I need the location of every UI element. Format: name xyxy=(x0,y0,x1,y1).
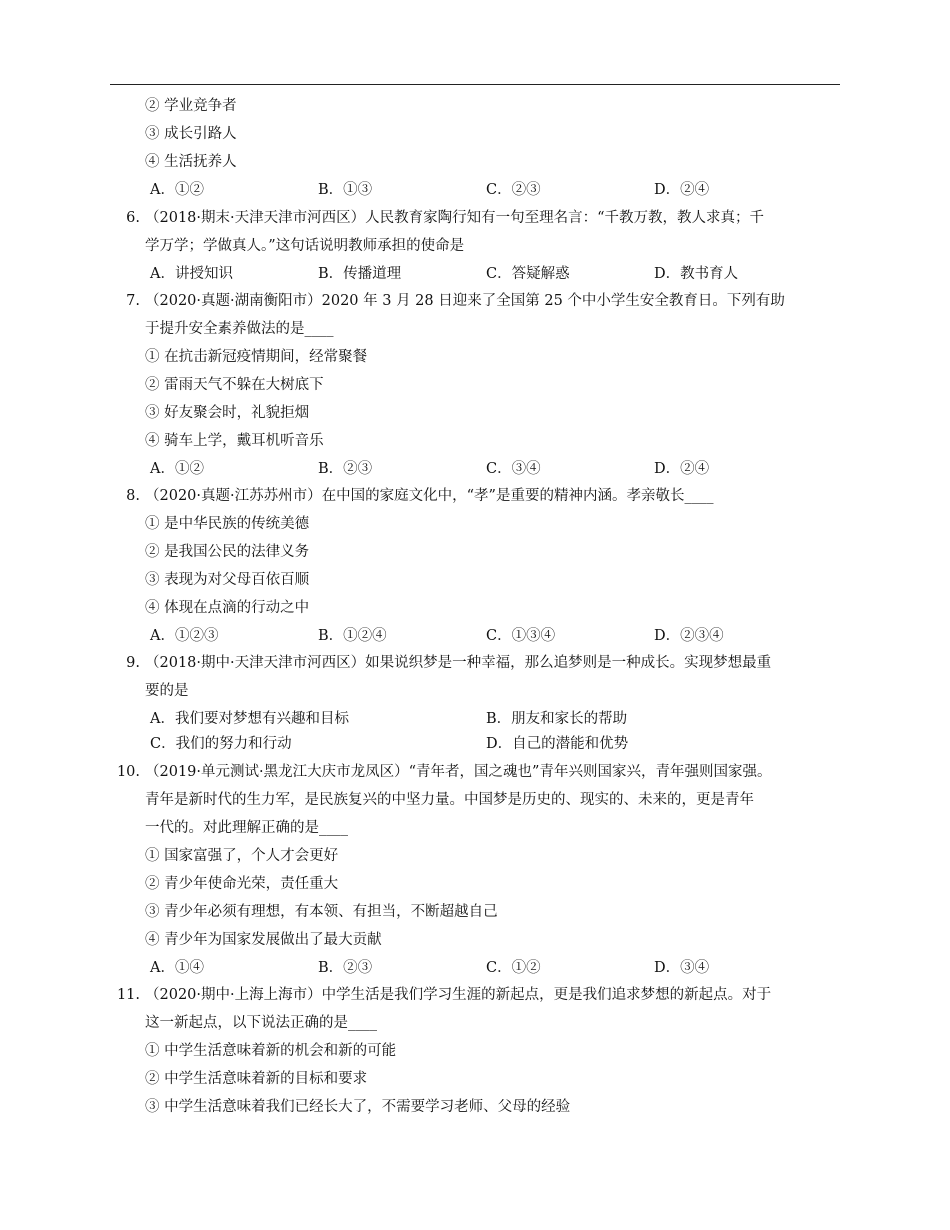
q10-option-d[interactable]: D．③④ xyxy=(654,960,710,976)
q11-item-2: ② 中学生活意味着新的目标和要求 xyxy=(145,1071,368,1087)
q6-stem-line-2: 学万学；学做真人。”这句话说明教师承担的使命是 xyxy=(145,238,465,254)
q7-item-2: ② 雷雨天气不躲在大树底下 xyxy=(145,377,324,393)
q8-option-c[interactable]: C．①③④ xyxy=(486,628,556,644)
q7-options xyxy=(150,459,840,479)
q8-option-b[interactable]: B．①②④ xyxy=(318,628,387,644)
q10-number: 10. xyxy=(116,764,140,780)
q8-item-3: ③ 表现为对父母百依百顺 xyxy=(145,572,310,588)
q10-item-4: ④ 青少年为国家发展做出了最大贡献 xyxy=(145,932,382,948)
q5-option-c[interactable]: C．②③ xyxy=(486,182,541,198)
q10-stem-line-2: 青年是新时代的生力军，是民族复兴的中坚力量。中国梦是历史的、现实的、未来的，更是青年 xyxy=(145,792,754,808)
q11-item-1: ① 中学生活意味着新的机会和新的可能 xyxy=(145,1043,397,1059)
q9-stem-line-2: 要的是 xyxy=(145,683,189,699)
q9-options-row-1 xyxy=(150,709,840,729)
q10-option-a[interactable]: A．①④ xyxy=(150,960,204,976)
q7-option-b[interactable]: B．②③ xyxy=(318,461,373,477)
q10-item-3: ③ 青少年必须有理想，有本领、有担当，不断超越自己 xyxy=(145,904,498,920)
q6-option-d[interactable]: D．教书育人 xyxy=(654,266,739,282)
q9-options-row-2 xyxy=(150,734,840,754)
q8-option-d[interactable]: D．②③④ xyxy=(654,628,724,644)
q8-stem-line-1: （2020·真题·江苏苏州市）在中国的家庭文化中，“孝”是重要的精神内涵。孝亲敬长____ xyxy=(145,488,714,504)
q7-option-a[interactable]: A．①② xyxy=(150,461,204,477)
q9-option-b[interactable]: B．朋友和家长的帮助 xyxy=(486,711,628,727)
q8-item-2: ② 是我国公民的法律义务 xyxy=(145,544,310,560)
header-rule xyxy=(110,84,840,85)
q6-options xyxy=(150,264,840,284)
q10-stem-line-1: （2019·单元测试·黑龙江大庆市龙凤区）“青年者，国之魂也”青年兴则国家兴，青年强则国家强。 xyxy=(145,764,772,780)
q5-item-3: ③ 成长引路人 xyxy=(145,126,237,142)
q9-number: 9. xyxy=(126,655,140,671)
q6-option-a[interactable]: A．讲授知识 xyxy=(150,266,233,282)
q5-options xyxy=(150,180,840,200)
q5-item-2: ② 学业竞争者 xyxy=(145,98,237,114)
q6-option-b[interactable]: B．传播道理 xyxy=(318,266,402,282)
q8-option-a[interactable]: A．①②③ xyxy=(150,628,219,644)
q7-item-4: ④ 骑车上学，戴耳机听音乐 xyxy=(145,433,324,449)
q9-option-d[interactable]: D．自己的潜能和优势 xyxy=(486,736,629,752)
q8-item-4: ④ 体现在点滴的行动之中 xyxy=(145,600,310,616)
q7-number: 7. xyxy=(126,293,140,309)
q8-item-1: ① 是中华民族的传统美德 xyxy=(145,516,310,532)
q10-stem-line-3: 一代的。对此理解正确的是____ xyxy=(145,820,348,836)
q7-item-3: ③ 好友聚会时，礼貌拒烟 xyxy=(145,405,310,421)
q8-number: 8. xyxy=(126,488,140,504)
q9-stem-line-1: （2018·期中·天津天津市河西区）如果说织梦是一种幸福，那么追梦则是一种成长。实现梦想最重 xyxy=(145,655,772,671)
q5-item-4: ④ 生活抚养人 xyxy=(145,154,237,170)
q11-number: 11. xyxy=(116,987,140,1003)
q10-options xyxy=(150,958,840,978)
q8-options xyxy=(150,626,840,646)
q10-item-1: ① 国家富强了，个人才会更好 xyxy=(145,848,339,864)
q7-option-d[interactable]: D．②④ xyxy=(654,461,710,477)
q10-option-c[interactable]: C．①② xyxy=(486,960,541,976)
q10-item-2: ② 青少年使命光荣，责任重大 xyxy=(145,876,339,892)
q11-stem-line-2: 这一新起点，以下说法正确的是____ xyxy=(145,1015,377,1031)
q7-stem-line-1: （2020·真题·湖南衡阳市）2020 年 3 月 28 日迎来了全国第 25 个中小学生安全教育日。下列有助 xyxy=(145,293,785,309)
q6-number: 6. xyxy=(126,210,140,226)
q5-option-a[interactable]: A．①② xyxy=(150,182,204,198)
q6-option-c[interactable]: C．答疑解惑 xyxy=(486,266,570,282)
q11-item-3: ③ 中学生活意味着我们已经长大了，不需要学习老师、父母的经验 xyxy=(145,1099,571,1115)
q7-stem-line-2: 于提升安全素养做法的是____ xyxy=(145,321,334,337)
q6-stem-line-1: （2018·期末·天津天津市河西区）人民教育家陶行知有一句至理名言：“千教万教，教人求真；千 xyxy=(145,210,765,226)
q7-option-c[interactable]: C．③④ xyxy=(486,461,541,477)
q9-option-c[interactable]: C．我们的努力和行动 xyxy=(150,736,292,752)
q7-item-1: ① 在抗击新冠疫情期间，经常聚餐 xyxy=(145,349,368,365)
q5-option-d[interactable]: D．②④ xyxy=(654,182,710,198)
q11-stem-line-1: （2020·期中·上海上海市）中学生活是我们学习生涯的新起点，更是我们追求梦想的新起点。对于 xyxy=(145,987,772,1003)
q5-option-b[interactable]: B．①③ xyxy=(318,182,373,198)
q9-option-a[interactable]: A．我们要对梦想有兴趣和目标 xyxy=(150,711,349,727)
q10-option-b[interactable]: B．②③ xyxy=(318,960,373,976)
